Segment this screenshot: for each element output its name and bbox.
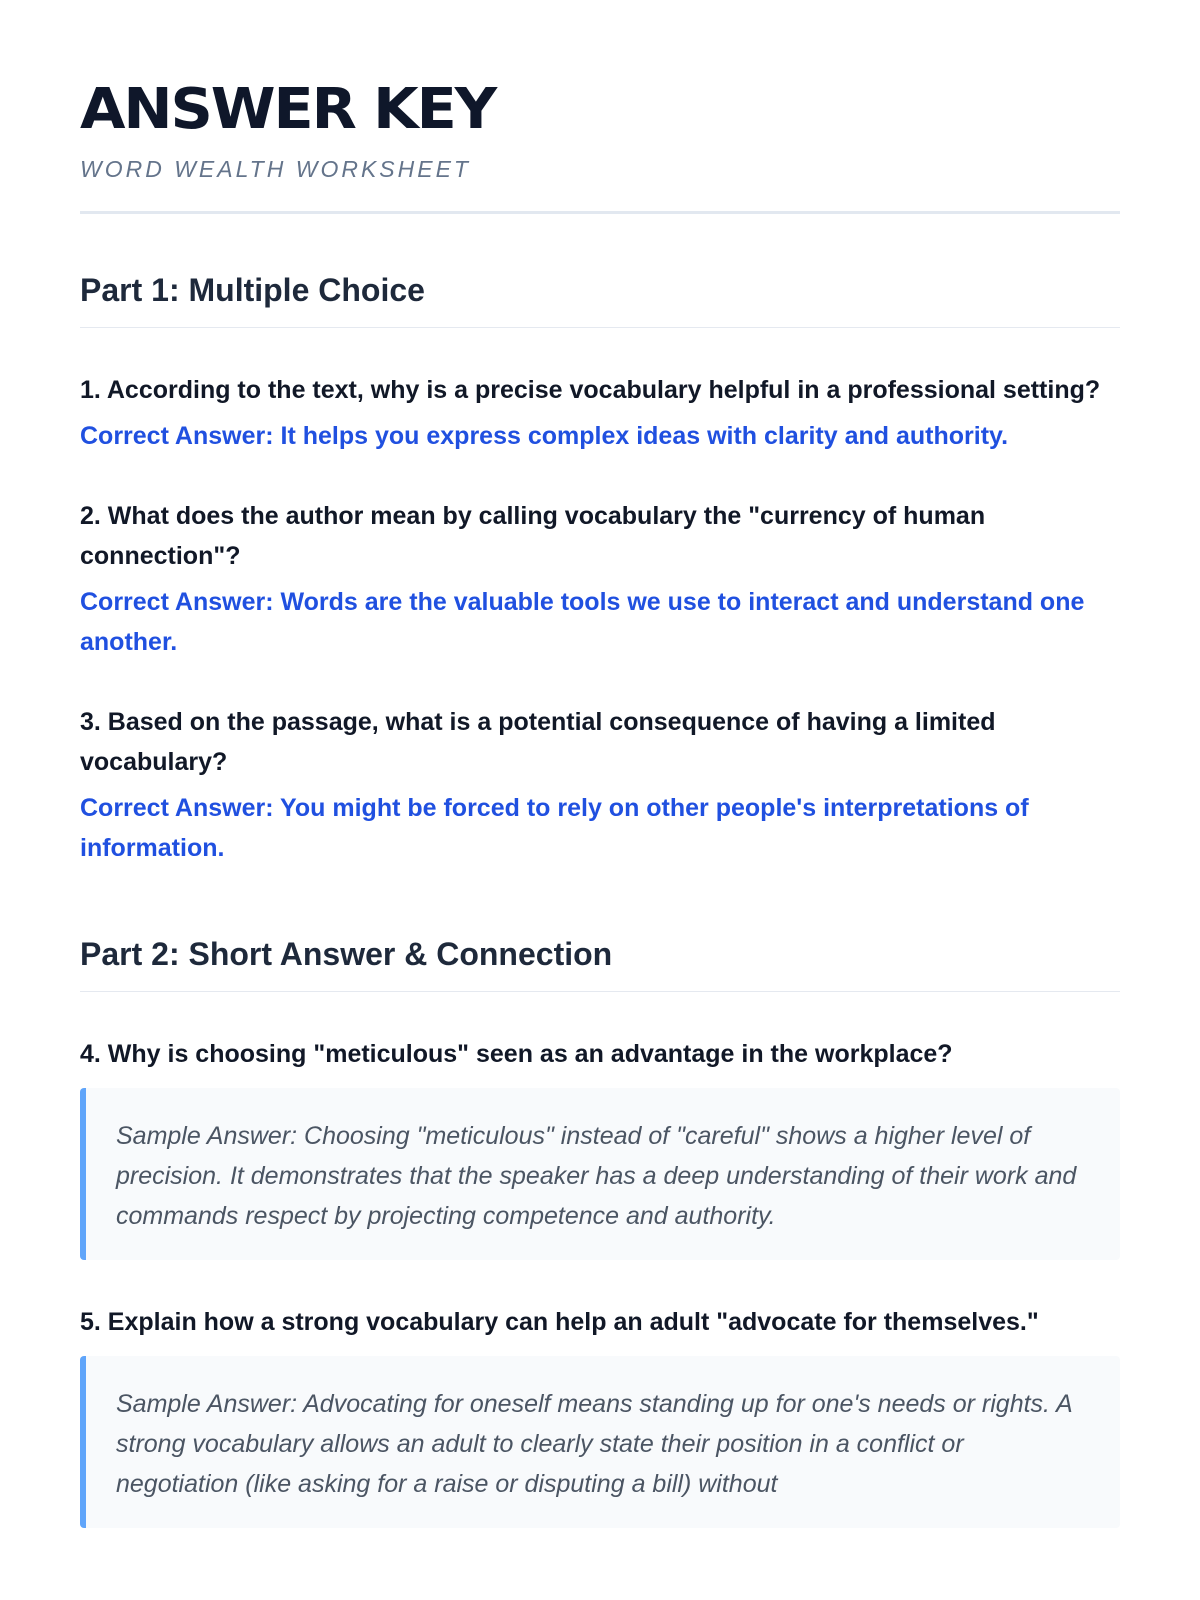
question-text: 1. According to the text, why is a precise vocabulary helpful in a professional setting?	[80, 376, 1101, 404]
part-2-heading: Part 2: Short Answer & Connection	[80, 936, 1120, 992]
sample-answer-box	[80, 1356, 1120, 1528]
question-text: 5. Explain how a strong vocabulary can help an adult "advocate for themselves."	[80, 1308, 1039, 1336]
question-item-3	[80, 702, 1120, 868]
sample-answer-text: Sample Answer: Choosing "meticulous" instead of "careful" shows a higher level of precision. It demonstrates that the speaker has a deep understanding of their work and commands respect by projecting competence and authority.	[116, 1122, 1077, 1230]
part-2-section	[80, 936, 1120, 1528]
question-text: 4. Why is choosing "meticulous" seen as an advantage in the workplace?	[80, 1040, 953, 1068]
question-text: 2. What does the author mean by calling vocabulary the "currency of human connection"?	[80, 502, 986, 570]
question-text: 3. Based on the passage, what is a potential consequence of having a limited vocabulary?	[80, 708, 996, 776]
correct-answer: Correct Answer: You might be forced to rely on other people's interpretations of information.	[80, 794, 1029, 862]
question-item-2	[80, 496, 1120, 662]
correct-answer: Correct Answer: It helps you express complex ideas with clarity and authority.	[80, 422, 1009, 450]
sample-answer-text: Sample Answer: Advocating for oneself means standing up for one's needs or rights. A strong vocabulary allows an adult to clearly state their position in a conflict or negotiation (like asking for a raise or disputing a bill) without	[116, 1390, 1072, 1498]
sample-answer-box	[80, 1088, 1120, 1260]
document-subtitle: WORD WEALTH WORKSHEET	[80, 156, 471, 182]
part-1-section	[80, 272, 1120, 868]
document-title: ANSWER KEY	[80, 77, 496, 142]
correct-answer: Correct Answer: Words are the valuable tools we use to interact and understand one another.	[80, 588, 1085, 656]
question-item-5	[80, 1302, 1120, 1528]
question-item-1	[80, 370, 1120, 456]
part-1-heading: Part 1: Multiple Choice	[80, 272, 1120, 328]
document-header	[80, 77, 1120, 214]
header-divider	[80, 211, 1120, 214]
question-item-4	[80, 1034, 1120, 1260]
